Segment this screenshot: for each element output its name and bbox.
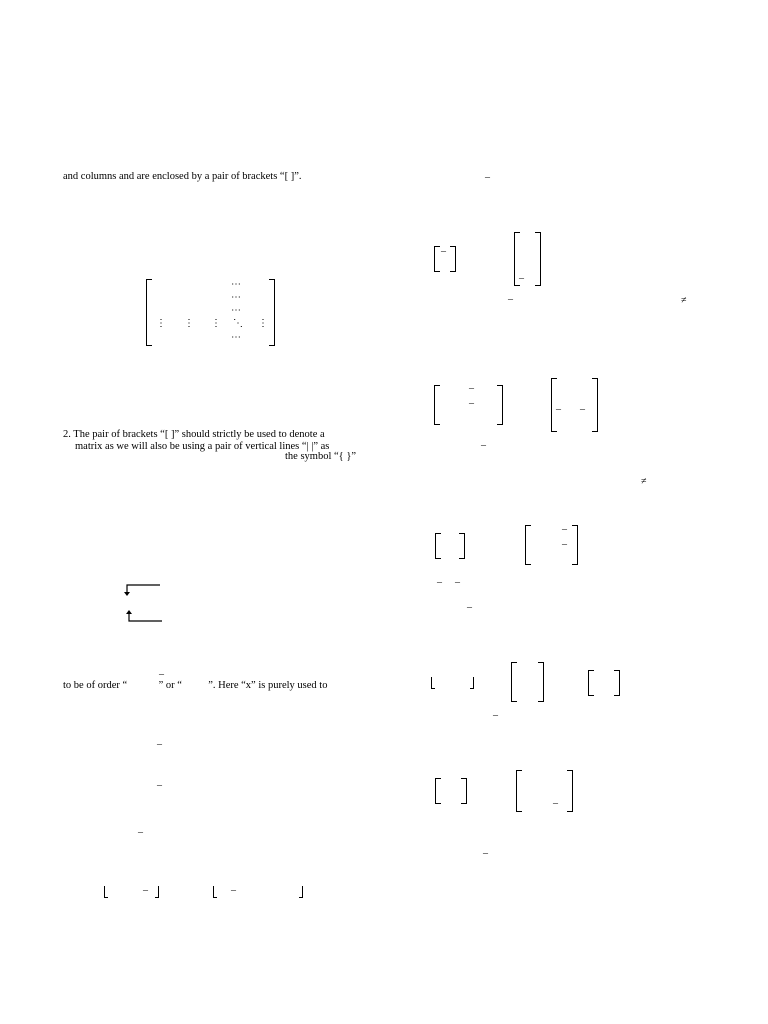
dash: –	[157, 739, 162, 750]
dash: –	[562, 539, 567, 550]
dash: –	[556, 404, 561, 415]
matrix-left-bracket	[435, 778, 441, 804]
dash: –	[481, 440, 486, 451]
matrix-right-bracket	[592, 378, 598, 432]
order-sentence: to be of order “ ” or “ ”. Here “x” is purely used to	[63, 680, 328, 691]
hdots: ⋯	[231, 305, 241, 316]
dash: –	[493, 710, 498, 721]
matrix-left-bracket	[435, 533, 441, 559]
note-2-line-3: the symbol “{ }”	[285, 451, 357, 462]
matrix-left-bracket	[434, 385, 440, 425]
hdots: ⋯	[231, 292, 241, 303]
dash: –	[437, 577, 442, 588]
matrix-right-bracket	[459, 533, 465, 559]
arrow-head-up-icon	[126, 610, 132, 614]
matrix-left-bracket	[511, 662, 517, 702]
dash: –	[159, 669, 164, 680]
matrix-left-bracket	[516, 770, 522, 812]
paragraph-brackets: and columns and are enclosed by a pair of brackets “[ ]”.	[63, 171, 302, 182]
row-arrows	[120, 580, 170, 630]
matrix-right-bracket	[535, 232, 541, 286]
matrix-left-bracket	[434, 246, 440, 272]
dash: –	[455, 577, 460, 588]
right-bracket	[299, 886, 303, 898]
matrix-left-bracket	[146, 279, 152, 346]
dash: –	[143, 885, 148, 896]
dash: –	[469, 383, 474, 394]
arrow-head-down-icon	[124, 592, 130, 596]
neq-sign: ≠	[641, 476, 647, 487]
dash: –	[441, 246, 446, 257]
matrix-right-bracket	[614, 670, 620, 696]
note-2-line-2: matrix as we will also be using a pair of vertical lines “| |” as	[75, 441, 330, 452]
left-bracket	[104, 886, 108, 898]
vdots: ⋮	[258, 318, 268, 329]
left-bracket	[431, 677, 435, 689]
dash: –	[231, 885, 236, 896]
neq-sign: ≠	[681, 295, 687, 306]
vdots: ⋮	[211, 318, 221, 329]
dash: –	[508, 294, 513, 305]
matrix-right-bracket	[538, 662, 544, 702]
dash: –	[469, 398, 474, 409]
dash: –	[483, 848, 488, 859]
vdots: ⋮	[156, 318, 166, 329]
dash: –	[485, 172, 490, 183]
matrix-right-bracket	[450, 246, 456, 272]
dash: –	[157, 780, 162, 791]
right-bracket	[155, 886, 159, 898]
left-bracket	[213, 886, 217, 898]
dash: –	[519, 273, 524, 284]
matrix-right-bracket	[497, 385, 503, 425]
matrix-right-bracket	[572, 525, 578, 565]
vdots: ⋮	[184, 318, 194, 329]
matrix-right-bracket	[461, 778, 467, 804]
arrow-up-icon	[129, 613, 162, 621]
hdots: ⋯	[231, 332, 241, 343]
dash: –	[467, 602, 472, 613]
dash: –	[562, 524, 567, 535]
hdots: ⋯	[231, 279, 241, 290]
matrix-right-bracket	[567, 770, 573, 812]
matrix-right-bracket	[269, 279, 275, 346]
dash: –	[138, 827, 143, 838]
dash: –	[553, 798, 558, 809]
arrow-down-icon	[127, 585, 160, 593]
right-bracket	[470, 677, 474, 689]
matrix-left-bracket	[525, 525, 531, 565]
dash: –	[580, 404, 585, 415]
matrix-left-bracket	[588, 670, 594, 696]
note-2-line-1: 2. The pair of brackets “[ ]” should strictly be used to denote a	[63, 429, 325, 440]
ddots: ⋱	[233, 318, 243, 329]
